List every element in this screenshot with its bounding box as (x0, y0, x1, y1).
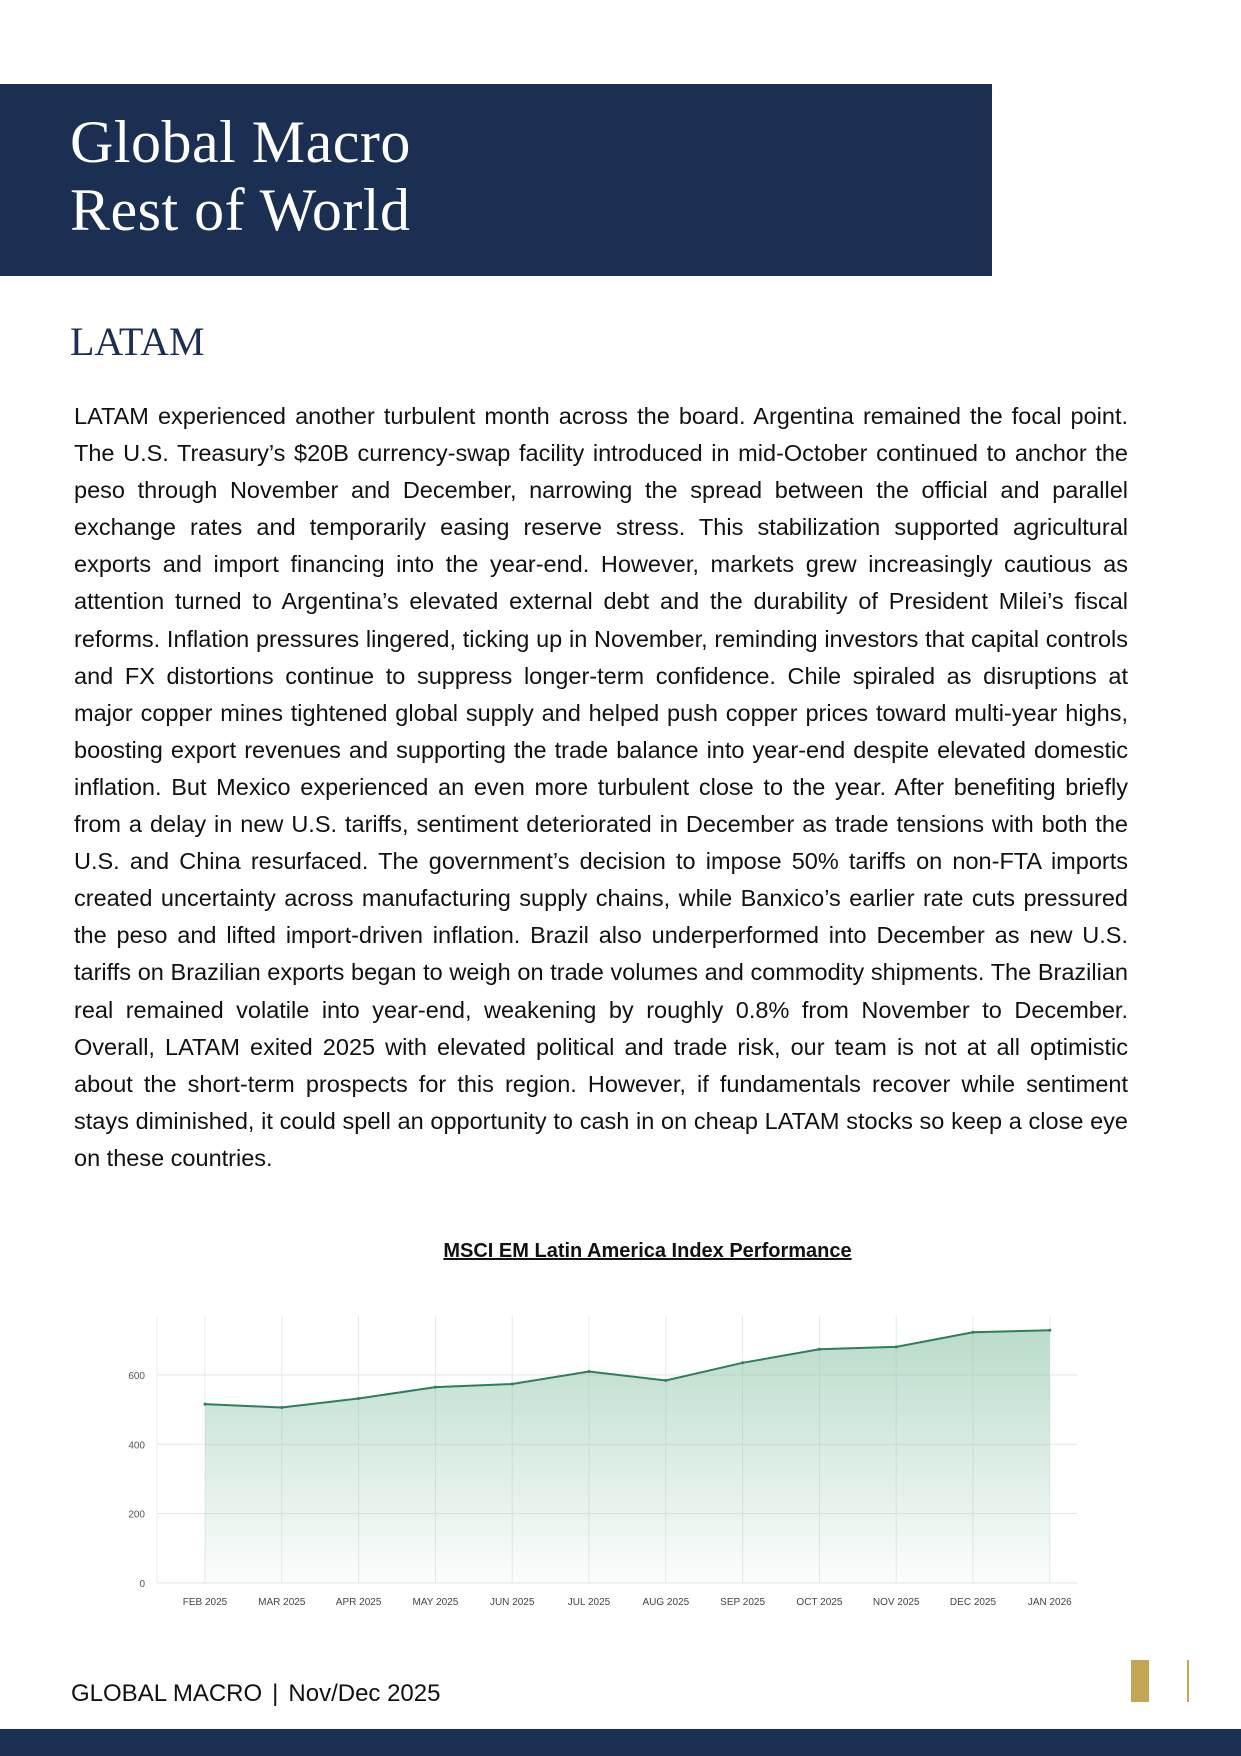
y-tick-label: 200 (128, 1509, 145, 1521)
data-point (895, 1345, 898, 1348)
data-point (818, 1348, 821, 1351)
body-paragraph: LATAM experienced another turbulent month across the board. Argentina remained the focal point. The U.S. Treasury’s $20B currency-swap facility introduced in mid-October continued to anchor the peso through November and December, narrowing the spread between the official and parallel exchange rates and temporarily easing reserve stress. This stabilization supported agricultural exports and import financing into the year-end. However, markets grew increasingly cautious as attention turned to Argentina’s elevated external debt and the durability of President Milei’s fiscal reforms. Inflation pressures lingered, ticking up in November, reminding investors that capital controls and FX distortions continue to suppress longer-term confidence. Chile spiraled as disruptions at major copper mines tightened global supply and helped push copper prices toward multi-year highs, boosting export revenues and supporting the trade balance into year-end despite elevated domestic inflation. But Mexico experienced an even more turbulent close to the year. After benefiting briefly from a delay in new U.S. tariffs, sentiment deteriorated in December as trade tensions with both the U.S. and China resurfaced. The government’s decision to impose 50% tariffs on non-FTA imports created uncertainty across manufacturing supply chains, while Banxico’s earlier rate cuts pressured the peso and lifted import-driven inflation. Brazil also underperformed into December as new U.S. tariffs on Brazilian exports began to weigh on trade volumes and commodity shipments. The Brazilian real remained volatile into year-end, weakening by roughly 0.8% from November to December. Overall, LATAM exited 2025 with elevated political and trade risk, our team is not at all optimistic about the short-term prospects for this region. However, if fundamentals recover while sentiment stays diminished, it could spell an opportunity to cash in on cheap LATAM stocks so keep a close eye on these countries. (74, 403, 1128, 1171)
x-tick-label: DEC 2025 (949, 1597, 997, 1608)
data-point (588, 1370, 591, 1373)
x-tick-label: MAY 2025 (412, 1597, 459, 1608)
data-point (1048, 1329, 1051, 1332)
data-point (357, 1397, 360, 1400)
data-point (204, 1403, 207, 1406)
chart-title: MSCI EM Latin America Index Performance (443, 1240, 852, 1262)
header-banner (0, 84, 992, 276)
x-tick-label: JAN 2026 (1027, 1597, 1072, 1608)
x-tick-label: JUL 2025 (567, 1597, 611, 1608)
x-tick-label: NOV 2025 (872, 1597, 920, 1608)
area-fill (205, 1330, 1050, 1583)
title-line-2: Rest of World (70, 177, 411, 243)
x-tick-label: MAR 2025 (258, 1597, 306, 1608)
data-point (280, 1406, 283, 1409)
x-tick-label: FEB 2025 (182, 1597, 228, 1608)
gold-accent-line (1187, 1660, 1189, 1702)
bottom-bar (0, 1729, 1241, 1756)
y-tick-label: 600 (128, 1370, 145, 1382)
title-line-1: Global Macro (70, 109, 411, 175)
data-point (434, 1386, 437, 1389)
page-title (70, 108, 411, 244)
section-heading: LATAM (70, 319, 205, 364)
x-tick-label: APR 2025 (335, 1597, 382, 1608)
data-point (511, 1382, 514, 1385)
x-tick-label: SEP 2025 (720, 1597, 766, 1608)
footer-issue: Nov/Dec 2025 (288, 1680, 441, 1707)
footer-brand: GLOBAL MACRO (71, 1680, 263, 1707)
x-tick-label: JUN 2025 (489, 1597, 535, 1608)
y-tick-label: 0 (139, 1579, 145, 1590)
gold-accent-block (1131, 1660, 1149, 1702)
data-point (741, 1361, 744, 1364)
footer-separator: | (272, 1680, 279, 1707)
data-point (664, 1379, 667, 1382)
footer (71, 1680, 440, 1708)
x-tick-label: AUG 2025 (642, 1597, 690, 1608)
area-chart (100, 1300, 1080, 1620)
x-tick-label: OCT 2025 (796, 1597, 843, 1608)
y-tick-label: 400 (128, 1440, 145, 1452)
data-point (972, 1331, 975, 1334)
